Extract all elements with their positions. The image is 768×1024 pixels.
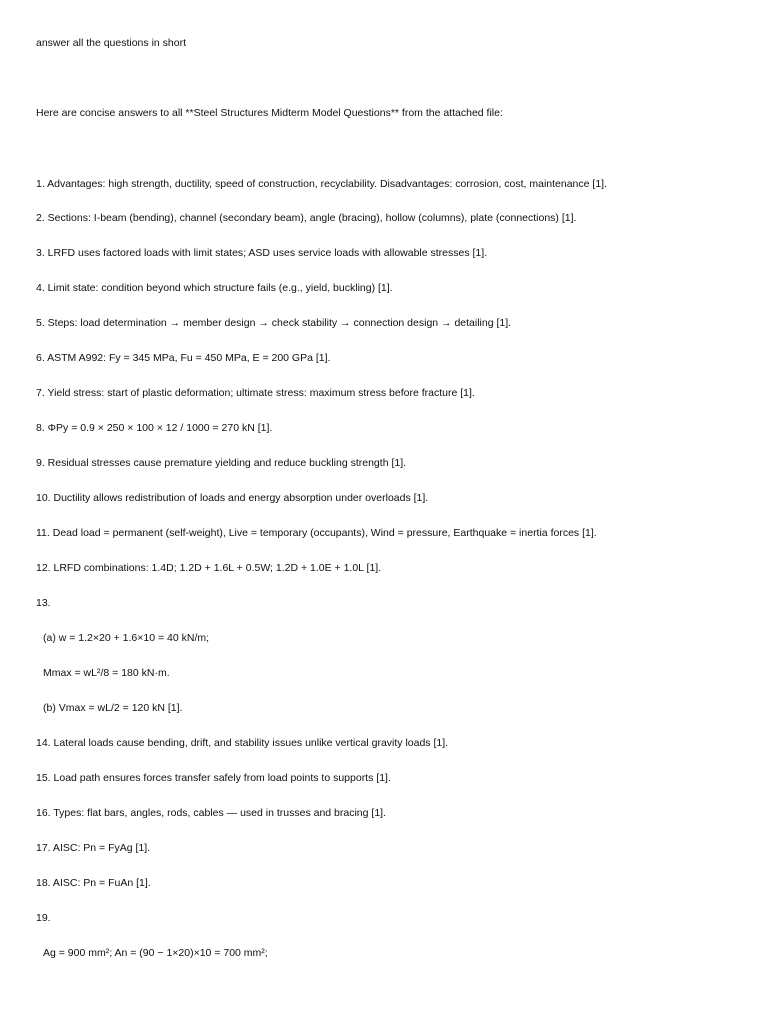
intro-text: Here are concise answers to all **Steel Structures Midterm Model Questions** from the attached file:: [36, 107, 503, 119]
answer-19-areas: Ag = 900 mm²; An = (90 − 1×20)×10 = 700 mm²;: [43, 947, 268, 959]
answer-12: 12. LRFD combinations: 1.4D; 1.2D + 1.6L + 0.5W; 1.2D + 1.0E + 1.0L [1].: [36, 562, 382, 574]
answer-4: 4. Limit state: condition beyond which structure fails (e.g., yield, buckling) [1].: [36, 282, 393, 294]
answer-15: 15. Load path ensures forces transfer safely from load points to supports [1].: [36, 772, 391, 784]
answer-7: 7. Yield stress: start of plastic deformation; ultimate stress: maximum stress before fracture [1].: [36, 387, 475, 399]
answer-11: 11. Dead load = permanent (self-weight), Live = temporary (occupants), Wind = pressure, Earthquake = inertia forces [1].: [36, 527, 597, 539]
answer-10: 10. Ductility allows redistribution of loads and energy absorption under overloads [1].: [36, 492, 429, 504]
answer-8: 8. ΦPy = 0.9 × 250 × 100 × 12 / 1000 = 270 kN [1].: [36, 422, 273, 434]
user-prompt: answer all the questions in short: [36, 37, 186, 49]
answer-5: 5. Steps: load determination → member design → check stability → connection design → detailing [1].: [36, 317, 512, 329]
answer-18: 18. AISC: Pn = FuAn [1].: [36, 877, 151, 889]
answer-6: 6. ASTM A992: Fy = 345 MPa, Fu = 450 MPa, E = 200 GPa [1].: [36, 352, 331, 364]
answer-13a: (a) w = 1.2×20 + 1.6×10 = 40 kN/m;: [43, 632, 210, 644]
answer-19: 19.: [36, 912, 51, 924]
answer-1: 1. Advantages: high strength, ductility, speed of construction, recyclability. Disadvantages: corrosion, cost, maintenance [1].: [36, 178, 607, 190]
answer-17: 17. AISC: Pn = FyAg [1].: [36, 842, 151, 854]
answer-3: 3. LRFD uses factored loads with limit states; ASD uses service loads with allowable stresses [1].: [36, 247, 488, 259]
answer-14: 14. Lateral loads cause bending, drift, and stability issues unlike vertical gravity loads [1].: [36, 737, 449, 749]
answer-13: 13.: [36, 597, 51, 609]
answer-2: 2. Sections: I-beam (bending), channel (secondary beam), angle (bracing), hollow (columns), plate (connections) [1].: [36, 212, 577, 224]
answer-9: 9. Residual stresses cause premature yielding and reduce buckling strength [1].: [36, 457, 407, 469]
answer-13-mmax: Mmax = wL²/8 = 180 kN·m.: [43, 667, 170, 679]
answer-13b: (b) Vmax = wL/2 = 120 kN [1].: [43, 702, 183, 714]
answer-16: 16. Types: flat bars, angles, rods, cables — used in trusses and bracing [1].: [36, 807, 386, 819]
